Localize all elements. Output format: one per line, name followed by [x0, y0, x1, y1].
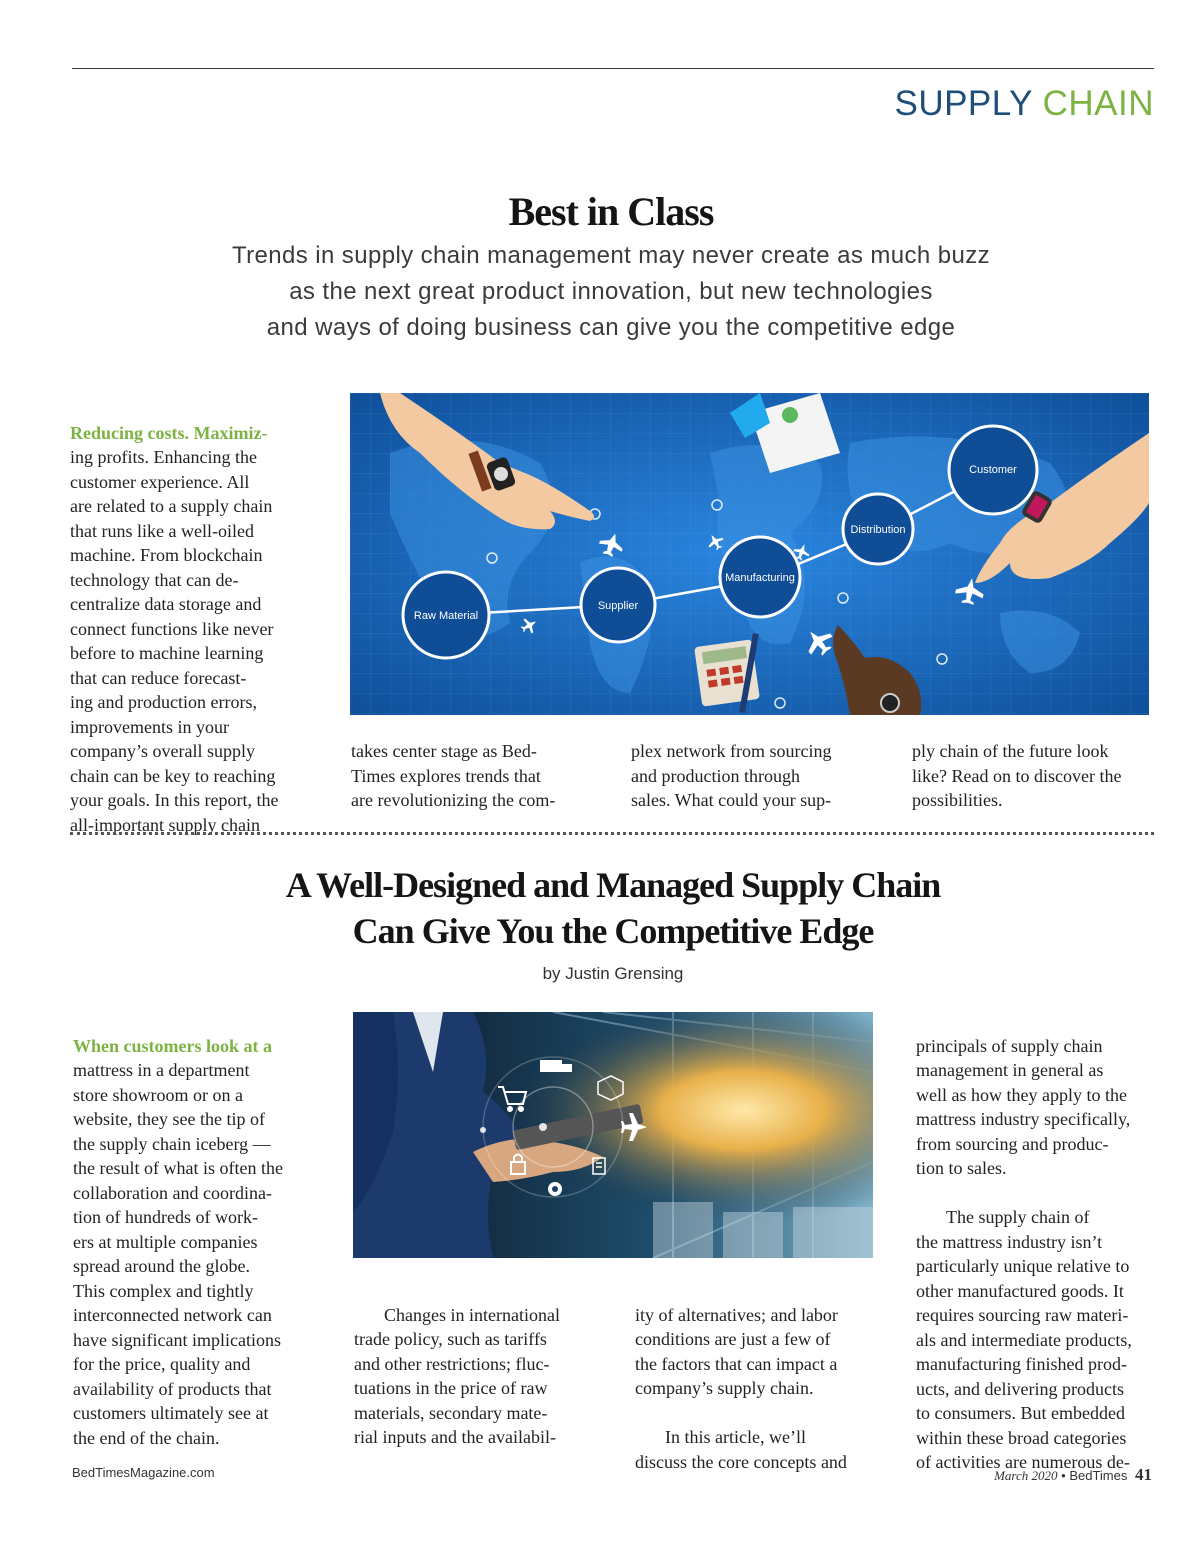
article1-title: Best in Class — [508, 189, 714, 234]
article1-deck: Trends in supply chain management may never create as much buzz as the next great product innovation, but new technologies and ways of doing business can give you the competitive edge — [231, 242, 990, 341]
label-customer: Customer — [969, 464, 1017, 476]
label-distribution: Distribution — [850, 524, 906, 536]
article1-col3: plex network from sourcing and production through sales. What could your sup- — [631, 741, 832, 810]
article2-col3 — [635, 1278, 897, 1499]
article1-lead: Reducing costs. Maximiz- — [70, 422, 268, 443]
article2-col1-text: mattress in a department store showroom or on a website, they see the tip of the supply chain iceberg — the result of what is often the collaboration and coordina- tion of hundreds of work- ers at multiple companies spread around the globe. This complex and tightly interconnected network can have significant implications for the price, quality and availability of products that customers ultimately see at the end of the chain. — [73, 1060, 283, 1448]
article2-col3-text-b: In this article, we’ll discuss the core concepts and — [635, 1427, 847, 1472]
article2-col3-text-a: ity of alternatives; and labor conditions are just a few of the factors that can impact a company’s supply chain. — [635, 1304, 838, 1398]
article2-col1 — [73, 1009, 323, 1450]
article2-col4-text-a: principals of supply chain management in general as well as how they apply to the mattress industry specifically, from sourcing and produc- tion to sales. — [916, 1035, 1131, 1178]
article1-col2: takes center stage as Bed- Times explores trends that are revolutionizing the com- — [351, 741, 556, 810]
label-raw-material: Raw Material — [413, 610, 479, 622]
article2-col2-text: Changes in international trade policy, such as tariffs and other restrictions; fluc- tuations in the price of raw materials, secondary mate- rial inputs and the availabil- — [354, 1304, 560, 1447]
supply-chain-map-image — [350, 393, 1149, 715]
article2-col4 — [916, 1009, 1178, 1499]
article2-col2 — [354, 1278, 616, 1474]
footer-date: March 2020 — [994, 1468, 1058, 1483]
article2-lead: When customers look at a — [73, 1035, 272, 1056]
warehouse-tablet-image — [353, 1012, 873, 1258]
article2-col4-text-b: The supply chain of the mattress industry isn’t particularly unique relative to other manufactured goods. It requires sourcing raw materi- als and intermediate products, manufacturing finished prod- ucts, and delivering products to consumers. But embedded within these broad categories of activities are numerous de- — [916, 1207, 1132, 1472]
footer-separator: • — [1061, 1468, 1066, 1483]
label-manufacturing: Manufacturing — [725, 572, 795, 584]
article1-col1 — [70, 396, 320, 837]
footer-site: BedTimesMagazine.com — [72, 1465, 215, 1480]
article2-title: A Well-Designed and Managed Supply Chain Can Give You the Competitive Edge — [285, 865, 941, 951]
footer-magazine: BedTimes — [1069, 1468, 1128, 1483]
section-word-chain: CHAIN — [1042, 84, 1154, 123]
article2-byline: by Justin Grensing — [542, 964, 684, 983]
footer-folio — [994, 1465, 1152, 1485]
gear-icon — [548, 1182, 562, 1196]
page-number: 41 — [1135, 1465, 1152, 1484]
dotted-divider — [70, 832, 1154, 835]
article1-col1-text: ing profits. Enhancing the customer experience. All are related to a supply chain that runs like a well-oiled machine. From blockchain technology that can de- centralize data storage and connect functions like never before to machine learning that can reduce forecast- ing and production errors, improvements in your company’s overall supply chain can be key to reaching your goals. In this report, the all-important supply chain — [70, 447, 279, 835]
section-label — [894, 84, 1154, 124]
label-supplier: Supplier — [597, 600, 639, 612]
top-rule — [72, 68, 1154, 69]
section-word-supply: SUPPLY — [894, 84, 1033, 123]
article1-col4: ply chain of the future look like? Read on to discover the possibilities. — [912, 741, 1122, 810]
